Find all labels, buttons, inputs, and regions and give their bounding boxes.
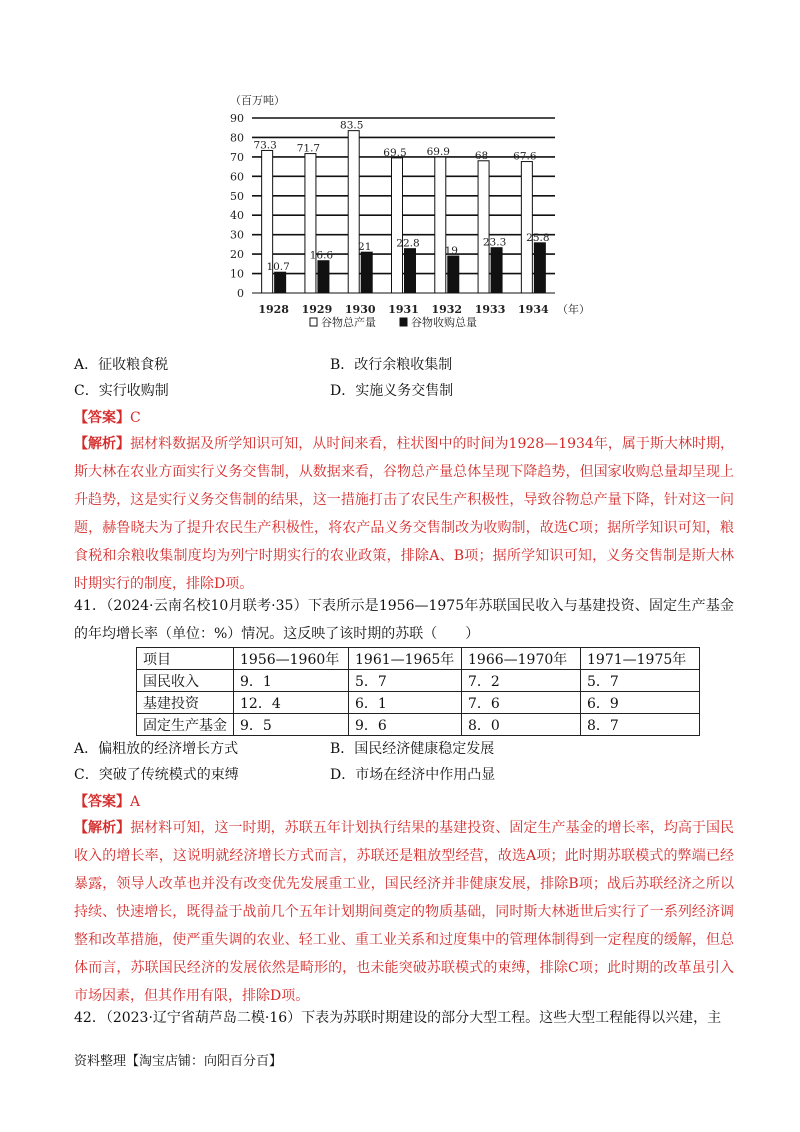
y-tick-label: 40: [230, 209, 244, 223]
table-cell: 9．1: [234, 670, 349, 692]
table-cell: 12．4: [234, 692, 349, 714]
q40-option-b: B．改行余粮收集制: [330, 357, 453, 373]
data-label-procurement: 19: [444, 245, 458, 258]
q40-analysis: [74, 430, 734, 598]
chart-svg: [200, 88, 620, 338]
data-label-procurement: 10.7: [266, 261, 290, 274]
data-label-total: 71.7: [296, 142, 321, 155]
q40-option-c: C．实行收购制: [74, 383, 169, 399]
bar-total-output: [521, 162, 532, 293]
table-header-row: [137, 648, 700, 670]
table-cell: 9．5: [234, 714, 349, 736]
q41-option-a: A．偏粗放的经济增长方式: [74, 741, 239, 757]
data-label-procurement: 23.3: [482, 236, 507, 249]
table-cell: 9．6: [349, 714, 462, 736]
data-label-total: 83.5: [340, 119, 364, 132]
table-cell: 基建投资: [137, 692, 234, 714]
bar-procurement: [534, 243, 545, 293]
q41-growth-table: [136, 647, 700, 736]
q40-options-row-1: [74, 352, 734, 378]
table-cell: 6．1: [349, 692, 462, 714]
y-tick-label: 50: [230, 189, 244, 203]
q40-answer-label: 【答案】: [74, 410, 130, 426]
table-header-cell: 1971—1975年: [581, 648, 700, 670]
data-label-procurement: 25.8: [526, 231, 550, 244]
data-label-procurement: 22.8: [396, 237, 420, 250]
legend-label-total: 谷物总产量: [321, 316, 376, 329]
q40-analysis-label: 【解析】: [74, 436, 131, 452]
table-cell: 8．0: [462, 714, 581, 736]
x-tick-label: 1932: [431, 303, 463, 316]
q41-options-row-1: [74, 736, 734, 762]
data-label-total: 69.9: [426, 146, 450, 159]
q40-options-row-2: [74, 378, 734, 404]
bar-total-output: [392, 158, 403, 293]
bar-total-output: [478, 161, 489, 293]
table-header-cell: 项目: [137, 648, 234, 670]
y-tick-label: 0: [237, 287, 244, 300]
x-tick-label: 1933: [474, 303, 506, 316]
y-tick-label: 20: [230, 248, 244, 262]
data-label-total: 67.6: [513, 150, 537, 163]
x-unit-label: （年）: [557, 303, 590, 316]
legend-swatch-procurement: [400, 318, 407, 326]
table-header-cell: 1966—1970年: [462, 648, 581, 670]
data-label-total: 69.5: [383, 146, 407, 159]
y-tick-label: 70: [230, 150, 244, 164]
table-row: [137, 714, 700, 736]
q41-analysis: [74, 814, 734, 1010]
q41-options-row-2: [74, 762, 734, 788]
q40-analysis-text: 据材料数据及所学知识可知，从时间来看，柱状图中的时间为1928—1934年，属于斯大林时期，斯大林在农业方面实行义务交售制，从数据来看，谷物总产量总体呈现下降趋势，但国家收购总量却呈现上升趋势，这是实行义务交售制的结果，这一措施打击了农民生产积极性，导致谷物总产量下降，针对这一问题，赫鲁晓夫为了提升农民生产积极性，将农产品义务交售制改为收购制，故选C项；据所学知识可知，粮食税和余粮收集制度均为列宁时期实行的农业政策，排除A、B项；据所学知识可知，义务交售制是斯大林时期实行的制度，排除D项。: [74, 436, 734, 592]
y-tick-label: 80: [230, 131, 244, 145]
page-footer: 资料整理【淘宝店铺：向阳百分百】: [74, 1054, 283, 1069]
table-cell: 5．7: [349, 670, 462, 692]
table-cell: 6．9: [581, 692, 700, 714]
x-tick-label: 1929: [301, 303, 333, 316]
data-label-procurement: 21: [358, 241, 372, 254]
q41-answer-value: A: [130, 794, 141, 810]
q41-option-b: B．国民经济健康稳定发展: [330, 741, 495, 757]
table-cell: 5．7: [581, 670, 700, 692]
table-cell: 8．7: [581, 714, 700, 736]
q42-stem: 42．（2023·辽宁省葫芦岛二模·16）下表为苏联时期建设的部分大型工程。这些大型工程能得以兴建，主: [74, 1010, 722, 1026]
table-row: [137, 692, 700, 714]
q40-answer: [74, 406, 141, 430]
table-cell: 国民收入: [137, 670, 234, 692]
q41-stem: 41．（2024·云南名校10月联考·35）下表所示是1956—1975年苏联国民收入与基建投资、固定生产基金的年均增长率（单位：%）情况。这反映了该时期的苏联（ ）: [74, 598, 734, 642]
q40-answer-value: C: [130, 410, 141, 426]
bar-procurement: [361, 252, 372, 293]
x-tick-label: 1928: [258, 303, 289, 316]
bar-total-output: [348, 131, 359, 293]
table-cell: 固定生产基金: [137, 714, 234, 736]
q40-option-a: A．征收粮食税: [74, 357, 169, 373]
table-header-cell: 1961—1965年: [349, 648, 462, 670]
x-tick-label: 1930: [344, 303, 376, 316]
table-cell: 7．2: [462, 670, 581, 692]
grain-bar-chart: [200, 88, 620, 338]
data-label-total: 73.3: [253, 139, 277, 152]
data-label-procurement: 16.6: [309, 249, 334, 262]
y-tick-label: 10: [230, 267, 244, 281]
table-row: [137, 670, 700, 692]
table-header-cell: 1956—1960年: [234, 648, 349, 670]
q40-option-d: D．实施义务交售制: [330, 383, 454, 399]
y-tick-label: 30: [230, 228, 244, 242]
q41-option-c: C．突破了传统模式的束缚: [74, 767, 239, 783]
legend-swatch-total: [310, 318, 317, 326]
bar-procurement: [318, 261, 329, 293]
bar-procurement: [491, 248, 502, 293]
q41-option-d: D．市场在经济中作用凸显: [330, 767, 496, 783]
q41-answer: [74, 790, 140, 814]
bar-procurement: [448, 256, 459, 293]
y-tick-label: 90: [230, 112, 244, 125]
x-tick-label: 1934: [518, 303, 549, 316]
q41-analysis-text: 据材料可知，这一时期，苏联五年计划执行结果的基建投资、固定生产基金的增长率，均高于国民收入的增长率，这说明就经济增长方式而言，苏联还是粗放型经营，故选A项；此时期苏联模式的弊端已经暴露，领导人改革也并没有改变优先发展重工业，国民经济并非健康发展，排除B项；战后苏联经济之所以持续、快速增长，既得益于战前几个五年计划期间奠定的物质基础，同时斯大林逝世后实行了一系列经济调整和改革措施，使严重失调的农业、轻工业、重工业关系和过度集中的管理体制得到一定程度的缓解，但总体而言，苏联国民经济的发展依然是畸形的，也未能突破苏联模式的束缚，排除C项；此时期的改革虽引入市场因素，但其作用有限，排除D项。: [74, 820, 735, 1004]
y-tick-label: 60: [230, 170, 244, 184]
data-label-total: 68: [474, 149, 489, 162]
bar-procurement: [405, 249, 416, 293]
legend-label-procurement: 谷物收购总量: [411, 316, 477, 329]
q41-answer-label: 【答案】: [74, 794, 130, 810]
bar-total-output: [305, 154, 316, 293]
bar-procurement: [275, 272, 286, 293]
table-cell: 7．6: [462, 692, 581, 714]
chart-unit-label: （百万吨）: [230, 94, 285, 107]
x-tick-label: 1931: [388, 303, 419, 316]
q41-analysis-label: 【解析】: [74, 820, 131, 836]
bar-total-output: [435, 157, 446, 293]
